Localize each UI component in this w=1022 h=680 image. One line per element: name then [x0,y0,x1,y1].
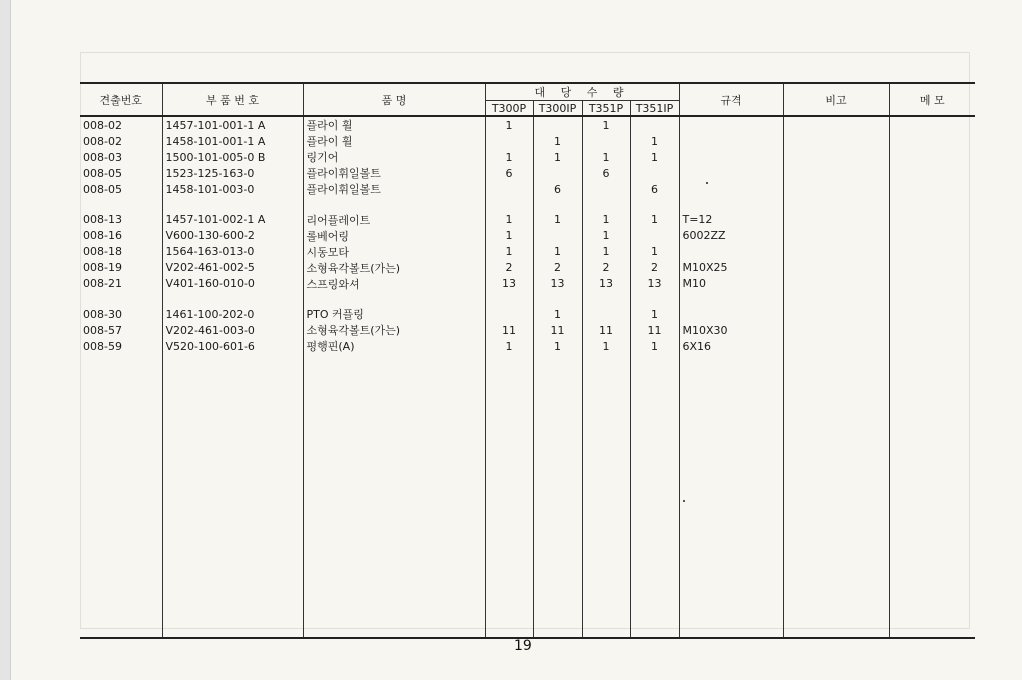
empty-cell [162,354,303,638]
table-row [80,181,975,197]
row-qty [582,181,630,197]
row-remark [783,322,889,338]
row-remark [783,338,889,354]
row-memo [889,276,975,292]
header-code: 견출번호 [80,83,162,116]
row-memo [889,133,975,149]
row-memo [889,212,975,228]
row-code: 008-18 [83,245,122,259]
row-part-name: 시동모타 [303,244,485,260]
row-qty: 1 [533,306,582,322]
page-number: 19 [514,638,532,654]
row-qty: 1 [485,116,533,133]
row-memo [889,322,975,338]
row-spec: 6X16 [679,338,783,354]
row-qty [533,228,582,244]
row-part-number: 1500-101-005-0 B [162,149,303,165]
row-part-name: 소형육각볼트(가는) [303,260,485,276]
speck [683,500,685,502]
row-part-number: 1523-125-163-0 [162,165,303,181]
row-remark [783,149,889,165]
row-qty: 13 [630,276,679,292]
row-part-name [303,197,485,212]
header-spec: 규격 [679,83,783,116]
row-qty: 6 [485,165,533,181]
row-qty: 1 [582,244,630,260]
row-remark [783,306,889,322]
row-qty: 2 [485,260,533,276]
row-qty [630,292,679,307]
row-qty: 1 [533,133,582,149]
empty-cell [533,354,582,638]
row-qty [582,306,630,322]
row-qty: 13 [582,276,630,292]
row-remark [783,244,889,260]
row-qty: 1 [582,149,630,165]
row-spec: M10X25 [679,260,783,276]
header-model: T300IP [533,101,582,117]
row-remark [783,116,889,133]
row-qty: 13 [485,276,533,292]
row-qty: 1 [630,212,679,228]
row-qty: 1 [630,244,679,260]
row-remark [783,228,889,244]
row-qty: 1 [630,149,679,165]
row-qty [485,306,533,322]
row-spec [679,133,783,149]
row-qty [582,197,630,212]
row-code: 008-30 [83,307,122,321]
table-row [80,260,975,276]
row-spec: M10 [679,276,783,292]
row-qty [485,133,533,149]
row-remark [783,292,889,307]
row-memo [889,181,975,197]
table-row [80,149,975,165]
row-remark [783,181,889,197]
table-row [80,244,975,260]
page-edge [0,0,11,680]
row-memo [889,306,975,322]
header-part-number: 부 품 번 호 [162,83,303,116]
row-qty: 1 [582,338,630,354]
row-memo [889,197,975,212]
empty-cell [80,354,162,638]
row-spec [679,197,783,212]
row-code: 008-02 [83,118,122,132]
row-memo [889,165,975,181]
table-row [80,165,975,181]
row-spec: T=12 [679,212,783,228]
row-memo [889,149,975,165]
row-qty [533,197,582,212]
row-qty [582,133,630,149]
header-part-name: 품 명 [303,83,485,116]
row-qty: 1 [582,116,630,133]
row-remark [783,212,889,228]
row-part-number: V202-461-003-0 [162,322,303,338]
row-memo [889,244,975,260]
row-part-number: 1458-101-001-1 A [162,133,303,149]
row-remark [783,260,889,276]
row-qty: 1 [630,338,679,354]
row-code [80,197,162,212]
row-qty: 1 [630,306,679,322]
row-part-name: 플라이휘일볼트 [303,181,485,197]
row-qty: 1 [485,149,533,165]
row-part-name: 플라이 휠 [303,116,485,133]
row-part-name: 롤베어링 [303,228,485,244]
row-code: 008-05 [83,182,122,196]
row-qty [630,116,679,133]
table-row [80,133,975,149]
row-qty [485,181,533,197]
row-qty [485,292,533,307]
row-code: 008-16 [83,229,122,243]
row-part-number: V520-100-601-6 [162,338,303,354]
table-row [80,228,975,244]
row-qty: 2 [533,260,582,276]
speck [706,182,708,184]
row-qty: 1 [533,244,582,260]
header-model: T300P [485,101,533,117]
empty-cell [582,354,630,638]
row-qty: 1 [533,149,582,165]
row-part-number: V202-461-002-5 [162,260,303,276]
row-remark [783,276,889,292]
row-qty: 6 [630,181,679,197]
row-code: 008-05 [83,166,122,180]
row-code: 008-19 [83,261,122,275]
row-part-name: 소형육각볼트(가는) [303,322,485,338]
row-spec [679,116,783,133]
row-qty: 1 [533,212,582,228]
row-memo [889,228,975,244]
empty-cell [889,354,975,638]
table-row [80,276,975,292]
row-remark [783,133,889,149]
row-spec [679,306,783,322]
header-memo: 메 모 [889,83,975,116]
row-qty: 1 [582,228,630,244]
row-part-number: V401-160-010-0 [162,276,303,292]
table-row [80,338,975,354]
row-qty: 2 [582,260,630,276]
empty-cell [630,354,679,638]
row-spec [679,244,783,260]
row-part-number [162,292,303,307]
header-quantity-group: 대 당 수 량 [485,83,679,101]
row-remark [783,197,889,212]
row-qty: 13 [533,276,582,292]
row-code: 008-13 [83,213,122,227]
table-row [80,197,975,212]
row-qty: 11 [630,322,679,338]
row-qty: 2 [630,260,679,276]
row-part-name [303,292,485,307]
row-part-number: 1457-101-001-1 A [162,116,303,133]
row-spec: M10X30 [679,322,783,338]
row-memo [889,116,975,133]
row-spec [679,149,783,165]
table-filler-row [80,354,975,638]
row-qty: 1 [630,133,679,149]
row-part-name: 리어플레이트 [303,212,485,228]
row-part-number: 1458-101-003-0 [162,181,303,197]
row-memo [889,260,975,276]
row-qty: 1 [485,338,533,354]
empty-cell [679,354,783,638]
table-row [80,322,975,338]
row-qty: 1 [533,338,582,354]
header-model: T351P [582,101,630,117]
row-qty: 11 [485,322,533,338]
row-code [80,292,162,307]
row-code: 008-03 [83,150,122,164]
row-part-name: 스프링와셔 [303,276,485,292]
row-qty [630,197,679,212]
row-part-number: 1564-163-013-0 [162,244,303,260]
table-row [80,116,975,133]
row-code: 008-21 [83,277,122,291]
row-spec [679,181,783,197]
row-qty: 1 [485,212,533,228]
row-spec: 6002ZZ [679,228,783,244]
row-qty [533,165,582,181]
row-spec [679,165,783,181]
empty-cell [303,354,485,638]
table-row [80,306,975,322]
row-memo [889,292,975,307]
row-part-name: 플라이휘일볼트 [303,165,485,181]
row-qty: 11 [533,322,582,338]
row-qty [630,165,679,181]
empty-cell [485,354,533,638]
row-qty [533,292,582,307]
row-qty: 1 [485,228,533,244]
row-part-name: 링기어 [303,149,485,165]
row-qty [485,197,533,212]
row-part-number: 1461-100-202-0 [162,306,303,322]
row-qty: 1 [582,212,630,228]
row-part-name: PTO 커플링 [303,306,485,322]
row-part-name: 플라이 휠 [303,133,485,149]
row-part-number: V600-130-600-2 [162,228,303,244]
row-code: 008-59 [83,339,122,353]
row-qty [533,116,582,133]
row-memo [889,338,975,354]
row-spec [679,292,783,307]
header-remark: 비고 [783,83,889,116]
row-code: 008-02 [83,134,122,148]
row-qty: 1 [485,244,533,260]
row-part-name: 평행핀(A) [303,338,485,354]
row-part-number [162,197,303,212]
table-row [80,212,975,228]
table-row [80,292,975,307]
row-remark [783,165,889,181]
row-qty [630,228,679,244]
row-part-number: 1457-101-002-1 A [162,212,303,228]
row-qty: 6 [582,165,630,181]
parts-list-table [80,82,975,639]
row-qty [582,292,630,307]
row-qty: 11 [582,322,630,338]
header-model: T351IP [630,101,679,117]
row-qty: 6 [533,181,582,197]
row-code: 008-57 [83,323,122,337]
empty-cell [783,354,889,638]
